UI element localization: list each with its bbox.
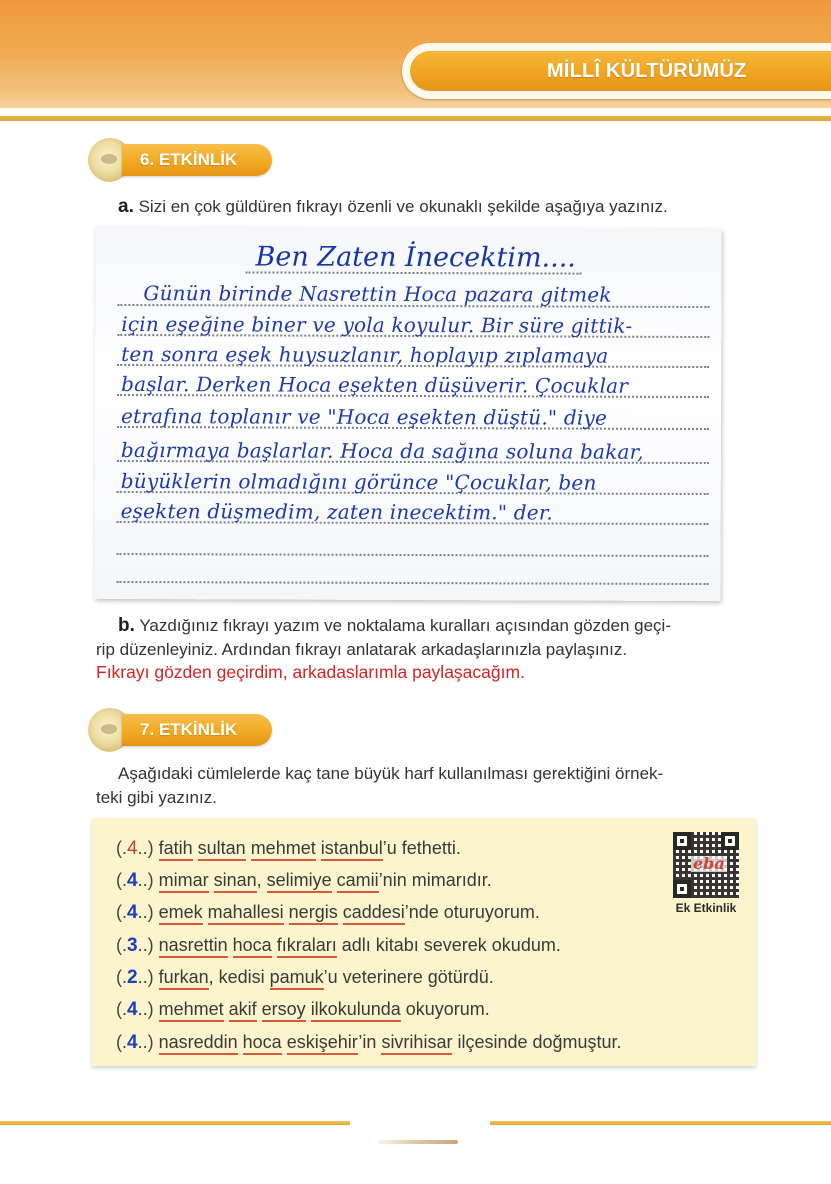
underlined-word: sivrihisar xyxy=(381,1032,452,1055)
qr-code-icon[interactable] xyxy=(673,832,739,898)
exercise-item: (. 2 ..) furkan, kedisi pamuk’u veterinere götürdü. xyxy=(116,967,494,988)
activity-6b-instruction-line2: rip düzenleyiniz. Ardından fıkrayı anlatarak arkadaşlarınızla paylaşınız. xyxy=(96,640,628,659)
underlined-word: mehmet xyxy=(251,838,316,861)
handwritten-line: bağırmaya başlarlar. Hoca da sağına soluna bakar, xyxy=(120,437,644,464)
handwritten-line: ten sonra eşek huysuzlanır, hoplayıp zıplamaya xyxy=(121,341,609,368)
underlined-word: mahallesi xyxy=(208,902,284,925)
exercise-item: (. 4 ..) nasreddin hoca eskişehir’in sivrihisar ilçesinde doğmuştur. xyxy=(116,1032,622,1053)
exercise-item: (. 3 ..) nasrettin hoca fıkraları adlı kitabı severek okudum. xyxy=(116,935,561,956)
exercise-box xyxy=(92,818,756,1066)
handwritten-line: Günün birinde Nasrettin Hoca pazara gitmek xyxy=(143,281,612,307)
exercise-item: (. 4 ..) emek mahallesi nergis caddesi’nde oturuyorum. xyxy=(116,902,540,923)
underlined-word: fıkraları xyxy=(277,935,337,958)
underlined-word: akif xyxy=(229,999,257,1022)
answer-field[interactable]: 4 xyxy=(127,1032,138,1053)
sentence-text: emek mahallesi nergis caddesi’nde oturuyorum. xyxy=(159,902,540,923)
qr-label: Ek Etkinlik xyxy=(675,901,737,915)
qr-code-block[interactable] xyxy=(670,832,742,915)
underlined-word: ilkokulunda xyxy=(311,999,401,1022)
underlined-word: camii xyxy=(337,870,379,893)
underlined-word: nergis xyxy=(289,902,338,925)
student-answer: Fıkrayı gözden geçirdim, arkadaslarımla paylaşacağım. xyxy=(96,662,525,682)
activity-6-label: 6. ETKİNLİK xyxy=(140,150,238,169)
handwritten-line: büyüklerin olmadığını görünce "Çocuklar, ben xyxy=(120,468,597,495)
underlined-word: eskişehir xyxy=(287,1032,359,1055)
sentence-text: furkan, kedisi pamuk’u veterinere götürdü. xyxy=(159,967,494,988)
answer-field[interactable]: 4 xyxy=(127,999,138,1020)
answer-field[interactable]: 2 xyxy=(127,967,138,988)
answer-field[interactable]: 4 xyxy=(127,838,138,859)
exercise-item: (. 4 ..) fatih sultan mehmet istanbul’u fethetti. xyxy=(116,838,461,859)
sentence-text: mehmet akif ersoy ilkokulunda okuyorum. xyxy=(159,999,490,1020)
handwritten-line: için eşeğine biner ve yola koyulur. Bir süre gittik- xyxy=(121,311,633,338)
underlined-word: emek xyxy=(159,902,203,925)
underlined-word: furkan xyxy=(159,967,209,990)
activity-6b-instruction-line1: b. Yazdığınız fıkrayı yazım ve noktalama kuralları açısından gözden geçi- xyxy=(118,615,671,636)
underlined-word: istanbul xyxy=(321,838,383,861)
underlined-word: caddesi xyxy=(343,902,405,925)
underlined-word: fatih xyxy=(159,838,193,861)
handwritten-line: etrafına toplanır ve "Hoca eşekten düştü." diye xyxy=(120,403,608,430)
handwritten-paper xyxy=(94,227,721,601)
underlined-word: ersoy xyxy=(262,999,306,1022)
footer-line-right xyxy=(490,1121,831,1125)
page-number-mark xyxy=(378,1140,458,1144)
handwritten-line: başlar. Derken Hoca eşekten düşüverir. Çocuklar xyxy=(121,371,629,398)
answer-field[interactable]: 4 xyxy=(127,870,138,891)
eba-logo: eba xyxy=(693,854,725,873)
underlined-word: hoca xyxy=(243,1032,282,1055)
exercise-item: (. 4 ..) mimar sinan, selimiye camii’nin mimarıdır. xyxy=(116,870,492,891)
answer-field[interactable]: 3 xyxy=(127,935,138,956)
underlined-word: nasreddin xyxy=(159,1032,238,1055)
underlined-word: pamuk xyxy=(270,967,324,990)
underlined-word: mimar xyxy=(159,870,209,893)
handwritten-line: eşekten düşmedim, zaten inecektim." der. xyxy=(120,498,554,525)
underlined-word: sultan xyxy=(198,838,246,861)
underlined-word: selimiye xyxy=(267,870,332,893)
footer-line-left xyxy=(0,1121,350,1125)
underlined-word: mehmet xyxy=(159,999,224,1022)
sentence-text: mimar sinan, selimiye camii’nin mimarıdır. xyxy=(159,870,492,891)
exercise-item: (. 4 ..) mehmet akif ersoy ilkokulunda okuyorum. xyxy=(116,999,490,1020)
handwritten-title: Ben Zaten İnecektim.... xyxy=(255,241,576,274)
header-divider-gold xyxy=(0,116,831,121)
activity-7-label: 7. ETKİNLİK xyxy=(140,720,238,739)
underlined-word: sinan xyxy=(214,870,257,893)
sentence-text: nasrettin hoca fıkraları adlı kitabı severek okudum. xyxy=(159,935,561,956)
underlined-word: hoca xyxy=(233,935,272,958)
sentence-text: fatih sultan mehmet istanbul’u fethetti. xyxy=(159,838,461,859)
sentence-text: nasreddin hoca eskişehir’in sivrihisar ilçesinde doğmuştur. xyxy=(159,1032,622,1053)
underlined-word: nasrettin xyxy=(159,935,228,958)
answer-field[interactable]: 4 xyxy=(127,902,138,923)
activity-7-badge xyxy=(88,712,278,748)
activity-6-badge xyxy=(88,142,278,178)
unit-title: MİLLÎ KÜLTÜRÜMÜZ xyxy=(547,59,747,82)
activity-6a-instruction: a. Sizi en çok güldüren fıkrayı özenli ve okunaklı şekilde aşağıya yazınız. xyxy=(118,196,668,217)
unit-title-banner xyxy=(402,43,831,99)
header-divider xyxy=(0,108,831,116)
activity-7-instruction-line2: teki gibi yazınız. xyxy=(96,788,217,807)
activity-7-instruction-line1: Aşağıdaki cümlelerde kaç tane büyük harf kullanılması gerektiğini örnek- xyxy=(118,764,664,783)
